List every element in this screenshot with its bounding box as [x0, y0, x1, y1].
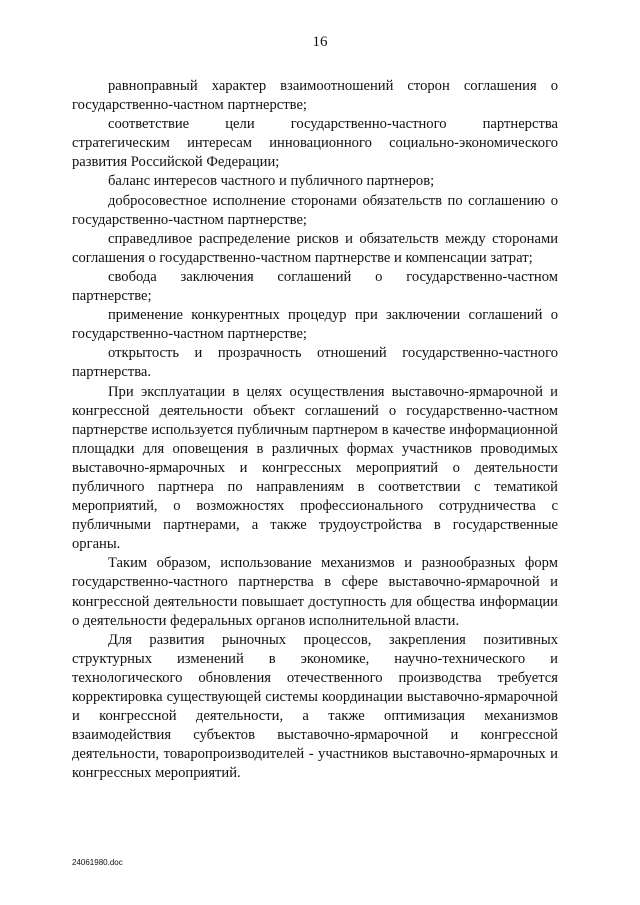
paragraph-market-development: Для развития рыночных процессов, закрепления позитивных структурных изменений в экономике, научно-технического и технологического обновления отечественного производства требуется корректировка существующей системы координации выставочно-ярмарочной и конгрессной деятельности, а также оптимизация механизмов взаимодействия субъектов выставочно-ярмарочной и конгрессной деятельности, товаропроизводителей - участников выставочно-ярмарочных и конгрессных мероприятий.: [72, 631, 558, 782]
paragraph-competitive-procedures: применение конкурентных процедур при заключении соглашений о государственно-частном партнерстве;: [72, 307, 558, 343]
page-number: 16: [312, 34, 328, 50]
document-filename-footer: 24061980.doc: [72, 858, 123, 867]
paragraph-equal-relations: равноправный характер взаимоотношений сторон соглашения о государственно-частном партнерстве;: [72, 78, 558, 114]
paragraph-information-platform: При эксплуатации в целях осуществления выставочно-ярмарочной и конгрессной деятельности объект соглашений о государственно-частном партнерстве используется публичным партнером в качестве информационной площадки для оповещения в различных формах участников проводимых выставочно-ярмарочных и конгрессных мероприятий о деятельности публичного партнера по направлениям в соответствии с тематикой мероприятий, о возможностях профессионального сотрудничества с публичными партнерами, а также трудоустройства в государственные органы.: [72, 383, 558, 553]
paragraph-risk-distribution: справедливое распределение рисков и обязательств между сторонами соглашения о государственно-частном партнерстве и компенсации затрат;: [72, 230, 558, 266]
paragraph-conclusion: Таким образом, использование механизмов и разнообразных форм государственно-частного партнерства в сфере выставочно-ярмарочной и конгрессной деятельности повышает доступность для общества информации о деятельности федеральных органов исполнительной власти.: [72, 555, 558, 629]
paragraph-good-faith-performance: добросовестное исполнение сторонами обязательств по соглашению о государственно-частном партнерстве;: [72, 192, 558, 228]
paragraph-transparency: открытость и прозрачность отношений государственно-частного партнерства.: [72, 345, 558, 381]
document-body: [72, 77, 558, 783]
paragraph-balance-of-interests: баланс интересов частного и публичного партнеров;: [108, 173, 435, 190]
paragraph-freedom-of-agreements: свобода заключения соглашений о государственно-частном партнерстве;: [72, 268, 558, 305]
paragraph-goal-compliance: соответствие цели государственно-частного партнерства стратегическим интересам инновационного социально-экономического развития Российской Федерации;: [72, 116, 558, 171]
